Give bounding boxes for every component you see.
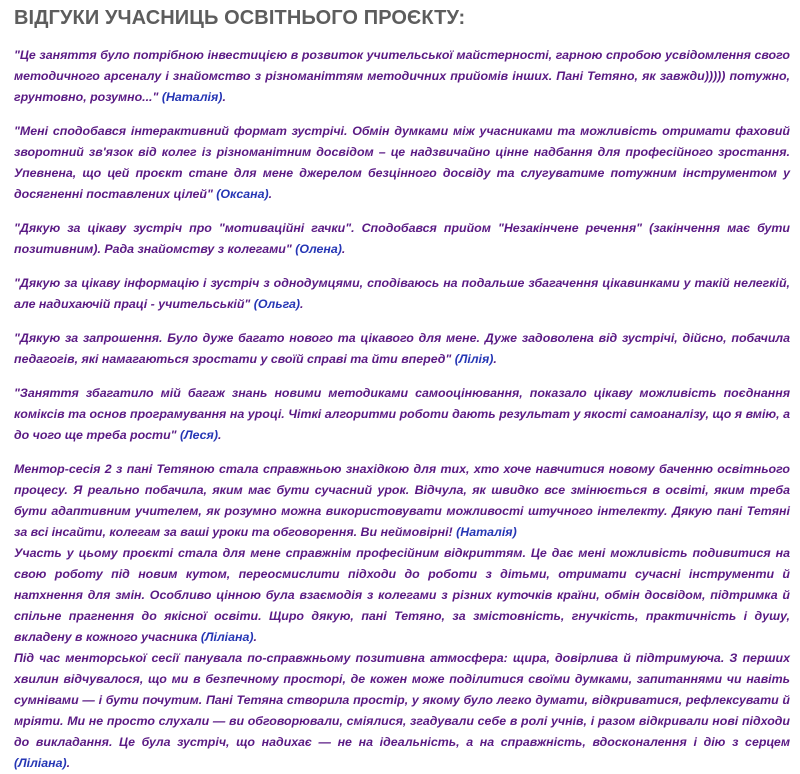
review-natalia (14, 45, 790, 108)
review-text: "Заняття збагатило мій багаж знань новими методиками самооцінювання, показало цікаву можливість поєднання коміксів та основ програмування на уроці. Чіткі алгоритми роботи дають результат у якості самоаналізу, що я вмію, а до чого ще треба рости" (14, 386, 790, 442)
review-oksana (14, 121, 790, 205)
review-text: "Дякую за запрошення. Було дуже багато нового та цікавого для мене. Дуже задоволена від зустрічі, дійсно, побачила педагогів, які намагаються зростати у своїй справі та йти вперед" (14, 331, 790, 366)
review-text: "Дякую за цікаву зустріч про "мотиваційні гачки". Сподобався прийом "Незакінчене речення" (закінчення має бути позитивним). Рада знайомству з колегами" (14, 221, 790, 256)
review-tail: . (493, 352, 497, 366)
review-olena (14, 218, 790, 260)
review-natalia-mentor-session (14, 459, 790, 543)
review-author: (Наталія) (456, 525, 517, 539)
review-text: "Мені сподобався інтерактивний формат зустрічі. Обмін думками між учасниками та можливість отримати фаховий зворотний зв'язок від колег із різноманітним досвідом – це надзвичайно цінне надбання для професійного зростання. Упевнена, що цей проєкт стане для мене джерелом безцінного досвіду та слугуватиме потужним інструментом у досягненні поставлених цілей" (14, 124, 790, 201)
review-liliia (14, 328, 790, 370)
review-text: Участь у цьому проєкті стала для мене справжнім професійним відкриттям. Це дає мені можливість подивитися на свою роботу під новим кутом, переосмислити підходи до роботи з дітьми, отримати сучасні інструменти й натхнення для змін. Особливо цінною була взаємодія з колегами з різних куточків країни, обмін досвідом, підтримка й спільне прагнення до якісної освіти. Щиро дякую, пані Тетяно, за змістовність, гнучкість, практичність і душу, вкладену в кожного учасника (14, 546, 790, 644)
review-tail: . (300, 297, 304, 311)
review-liliana-atmosphere (14, 648, 790, 774)
review-lesia (14, 383, 790, 446)
review-tail: . (341, 242, 346, 256)
review-tail: . (222, 90, 226, 104)
review-author: (Ліліана) (14, 756, 67, 770)
page-title: ВІДГУКИ УЧАСНИЦЬ ОСВІТНЬОГО ПРОЄКТУ: (14, 7, 466, 29)
review-tail: . (253, 630, 257, 644)
review-olha (14, 273, 790, 315)
review-liliana-project (14, 543, 790, 648)
review-author: (Ольга) (253, 297, 301, 311)
review-author: (Ліліана) (200, 630, 254, 644)
review-text: "Дякую за цікаву інформацію і зустріч з однодумцями, сподіваюсь на подальше збагачення цікавинками у такій нелегкій, але надихаючій праці - учительській" (14, 276, 790, 311)
review-text: Ментор-сесія 2 з пані Тетяною стала справжньою знахідкою для тих, хто хоче навчитися новому баченню освітнього процесу. Я реально побачила, яким має бути сучасний урок. Відчула, як швидко все змінюється в освіті, яким треба бути адаптивним учителем, як розумно можна використовувати можливості штучного інтелекту. Дякую пані Тетяні за всі інсайти, колегам за ваші уроки та обговорення. Ви неймовірні! (14, 462, 790, 539)
review-author: (Лілія) (454, 352, 494, 366)
review-text: "Це заняття було потрібною інвестицією в розвиток учительської майстерності, гарною спробою усвідомлення свого методичного арсеналу і знайомство з різноманіттям методичних прийомів інших. Пані Тетяно, як завжди))))) потужно, грунтовно, розумно..." (14, 48, 790, 104)
review-author: (Наталія) (161, 90, 223, 104)
review-author: (Олена) (295, 242, 342, 256)
review-text: Під час менторської сесії панувала по-справжньому позитивна атмосфера: щира, довірлива й підтримуюча. З перших хвилин відчувалося, що ми в безпечному просторі, де кожен може поділитися своїми думками, запитаннями чи навіть сумнівами — і бути почутим. Пані Тетяна створила простір, у якому було легко думати, відкриватися, рефлексувати й мріяти. Ми не просто слухали — ви обговорювали, сміялися, згадували себе в ролі учнів, і разом відкривали нові підходи до викладання. Це була зустріч, що надихає — не на ідеальність, а на справжність, вдосконалення і дію з серцем (14, 651, 790, 749)
review-author: (Леся) (179, 428, 218, 442)
review-tail: . (66, 756, 71, 770)
review-tail: . (268, 187, 273, 201)
review-author: (Оксана) (216, 187, 269, 201)
review-tail: . (217, 428, 222, 442)
